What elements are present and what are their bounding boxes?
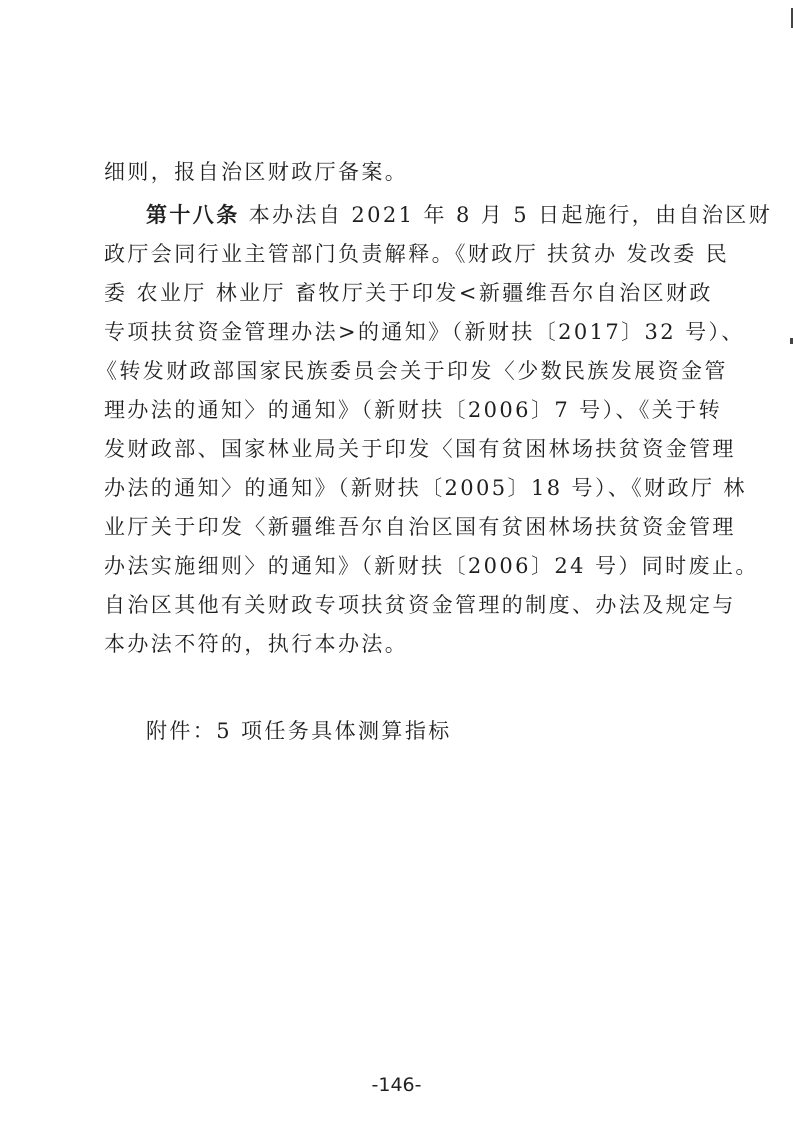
text-line-13: 本办法不符的，执行本办法。 [104,632,409,656]
text-line-5: 专项扶贫资金管理办法>的通知》（新财扶〔2017〕32 号）、 [104,320,745,344]
text-line-11: 办法实施细则〉的通知》（新财扶〔2006〕24 号）同时废止。 [104,554,759,578]
text-line-3: 政厅会同行业主管部门负责解释。《财政厅 扶贫办 发改委 民 [104,242,730,266]
text-line-10: 业厅关于印发〈新疆维吾尔自治区国有贫困林场扶贫资金管理 [104,515,736,539]
text-line-2 [146,201,772,229]
text-line-4: 委 农业厅 林业厅 畜牧厅关于印发<新疆维吾尔自治区财政 [104,281,713,305]
article-text: 本办法自 2021 年 8 月 5 日起施行，由自治区财 [248,203,773,227]
page-number: -146- [371,1074,422,1096]
text-line-9: 办法的通知〉的通知》（新财扶〔2005〕18 号）、《财政厅 林 [104,476,747,500]
text-line-8: 发财政部、国家林业局关于印发〈国有贫困林场扶贫资金管理 [104,437,736,461]
text-line-12: 自治区其他有关财政专项扶贫资金管理的制度、办法及规定与 [104,593,736,617]
text-line-6: 《转发财政部国家民族委员会关于印发〈少数民族发展资金管 [96,359,728,383]
text-line-7: 理办法的通知〉的通知》（新财扶〔2006〕7 号）、《关于转 [104,398,722,422]
article-label: 第十八条 [146,203,240,227]
attachment-note: 附件：5 项任务具体测算指标 [146,719,452,743]
text-line-1: 细则，报自治区财政厅备案。 [104,160,409,184]
